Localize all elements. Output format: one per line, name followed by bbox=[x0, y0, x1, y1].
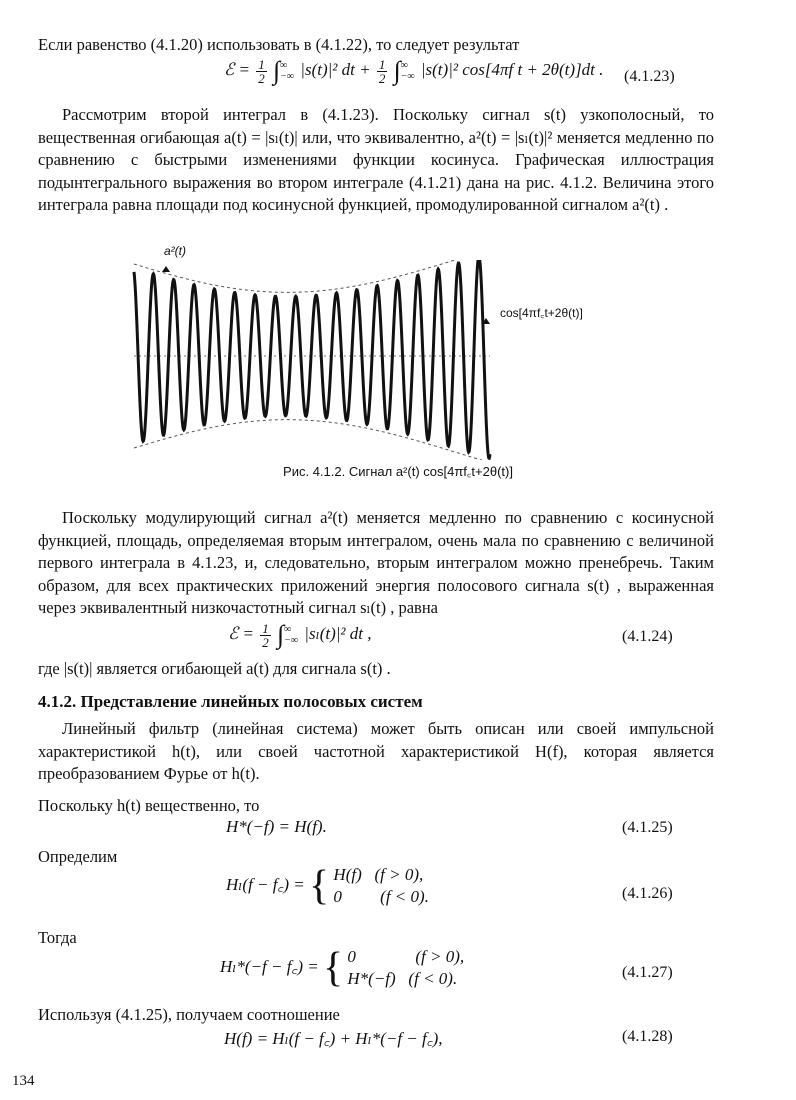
equation-4-1-27: Hₗ*(−f − f꜀) = { 0 (f > 0), H*(−f) (f < 0). bbox=[220, 945, 465, 991]
equation-number-4-1-25: (4.1.25) bbox=[622, 819, 673, 836]
equation-4-1-28: H(f) = Hₗ(f − f꜀) + Hₗ*(−f − f꜀), bbox=[224, 1029, 443, 1048]
section-heading: 4.1.2. Представление линейных полосовых систем bbox=[38, 692, 423, 711]
envelope-arrow bbox=[162, 266, 170, 272]
equation-number-4-1-24: (4.1.24) bbox=[622, 628, 673, 645]
line-after-4-1-24: где |s(t)| является огибающей a(t) для сигнала s(t) . bbox=[38, 659, 391, 678]
equation-number-4-1-28: (4.1.28) bbox=[622, 1028, 673, 1045]
equation-4-1-26: Hₗ(f − f꜀) = { H(f) (f > 0), 0 (f < 0). bbox=[226, 863, 429, 909]
modulated-cosine-curve bbox=[134, 260, 490, 458]
equation-number-4-1-23: (4.1.23) bbox=[624, 68, 675, 85]
envelope-label: a²(t) bbox=[164, 244, 186, 258]
figure-4-1-2 bbox=[0, 260, 796, 460]
equation-number-4-1-26: (4.1.26) bbox=[622, 885, 673, 902]
equation-4-1-23: ℰ = $\frac{1}{2}$ ∫ ∞ −∞ |s(t)|² dt + $\frac{1}{2}$ ∫ ∞ −∞ |s(t)|² cos[4πf t + 2θ(t)]dt . bbox=[224, 56, 604, 86]
line-since: Поскольку h(t) вещественно, то bbox=[38, 796, 260, 815]
line-using: Используя (4.1.25), получаем соотношение bbox=[38, 1005, 340, 1024]
equation-number-4-1-27: (4.1.27) bbox=[622, 964, 673, 981]
paragraph-2: Поскольку модулирующий сигнал a²(t) меняется медленно по сравнению с косинусной функцией, площадь, определяемая вторым интегралом, очень мала по сравнению с величиной первого интеграла в 4.1.23, и, следовательно, вторым интегралом можно пренебречь. Таким образом, для всех практических приложений энергия полосового сигнала s(t) , выраженная через эквивалентный низкочастотный сигнал sₗ(t) , равна bbox=[38, 508, 714, 617]
intro-line: Если равенство (4.1.20) использовать в (4.1.22), то следует результат bbox=[38, 35, 520, 54]
paragraph-1: Рассмотрим второй интеграл в (4.1.23). Поскольку сигнал s(t) узкополосный, то вещественная огибающая a(t) = |sₗ(t)| или, что эквивалентно, a²(t) = |sₗ(t)|² меняется медленно по сравнению с быстрыми изменениями функции косинуса. Графическая иллюстрация подынтегрального выражения во втором интеграле (4.1.21) дана на рис. 4.1.2. Величина этого интеграла равна площади под косинусной функцией, промодулированной сигналом a²(t) . bbox=[38, 105, 714, 214]
line-define: Определим bbox=[38, 847, 118, 866]
equation-4-1-25: H*(−f) = H(f). bbox=[226, 817, 327, 836]
page-number: 134 bbox=[12, 1073, 35, 1089]
figure-caption: Рис. 4.1.2. Сигнал a²(t) cos[4πf꜀t+2θ(t)] bbox=[283, 464, 513, 479]
equation-4-1-24: ℰ = $\frac{1}{2}$ ∫ ∞ −∞ |sₗ(t)|² dt , bbox=[228, 620, 372, 650]
line-then: Тогда bbox=[38, 928, 77, 947]
paragraph-3: Линейный фильтр (линейная система) может быть описан или своей импульсной характеристикой h(t), или своей частотной характеристикой H(f), которая является преобразованием Фурье от h(t). bbox=[38, 719, 714, 783]
carrier-label: cos[4πf꜀t+2θ(t)] bbox=[500, 306, 583, 320]
lower-envelope bbox=[134, 420, 490, 460]
